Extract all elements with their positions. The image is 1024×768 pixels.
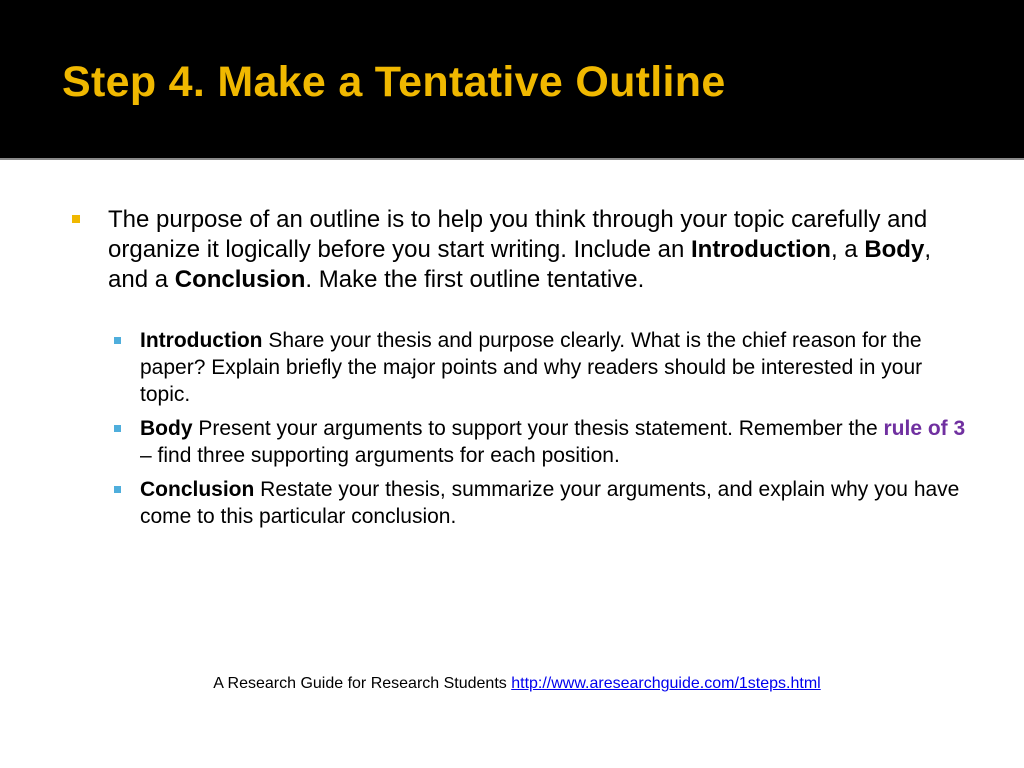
sub-bullet-conclusion xyxy=(108,476,968,530)
square-bullet-icon xyxy=(72,215,80,223)
citation xyxy=(0,675,1024,693)
sub-bullet-text: Share your thesis and purpose clearly. What is the chief reason for the paper? Explain briefly the major points and why readers should be interested in your topic. xyxy=(140,329,923,406)
sub-bullet-body xyxy=(108,415,968,469)
title-divider xyxy=(0,158,1024,160)
square-bullet-icon xyxy=(114,486,121,493)
main-bullet-text-1: The purpose of an outline is to help you think through your topic carefully and organize it logically before you start writing. Include an xyxy=(108,206,928,263)
sub-bullet-term: Body xyxy=(140,417,193,440)
main-bullet-text-2: , a xyxy=(830,236,865,263)
sub-bullet-text-end: – find three supporting arguments for each position. xyxy=(140,444,620,467)
sub-bullet-list xyxy=(108,327,968,530)
main-bullet-text-3: , and a xyxy=(108,236,931,293)
slide-title: Step 4. Make a Tentative Outline xyxy=(62,58,726,106)
citation-link[interactable]: http://www.aresearchguide.com/1steps.html xyxy=(511,675,821,692)
slide-body xyxy=(72,205,972,537)
sub-bullet-introduction xyxy=(108,327,968,408)
main-bullet-text-4: . Make the first outline tentative. xyxy=(305,266,645,293)
square-bullet-icon xyxy=(114,425,121,432)
main-bullet xyxy=(72,205,972,295)
main-bullet-term-conclusion: Conclusion xyxy=(174,266,306,293)
title-bar xyxy=(0,0,1024,158)
sub-bullet-text: Restate your thesis, summarize your arguments, and explain why you have come to this particular conclusion. xyxy=(140,478,960,528)
square-bullet-icon xyxy=(114,337,121,344)
sub-bullet-text: Present your arguments to support your thesis statement. Remember the xyxy=(192,417,884,440)
main-bullet-term-introduction: Introduction xyxy=(690,236,831,263)
rule-of-3-highlight: rule of 3 xyxy=(883,417,966,440)
citation-label: A Research Guide for Research Students xyxy=(213,675,512,692)
sub-bullet-term: Conclusion xyxy=(140,478,255,501)
sub-bullet-term: Introduction xyxy=(140,329,263,352)
main-bullet-term-body: Body xyxy=(864,236,925,263)
